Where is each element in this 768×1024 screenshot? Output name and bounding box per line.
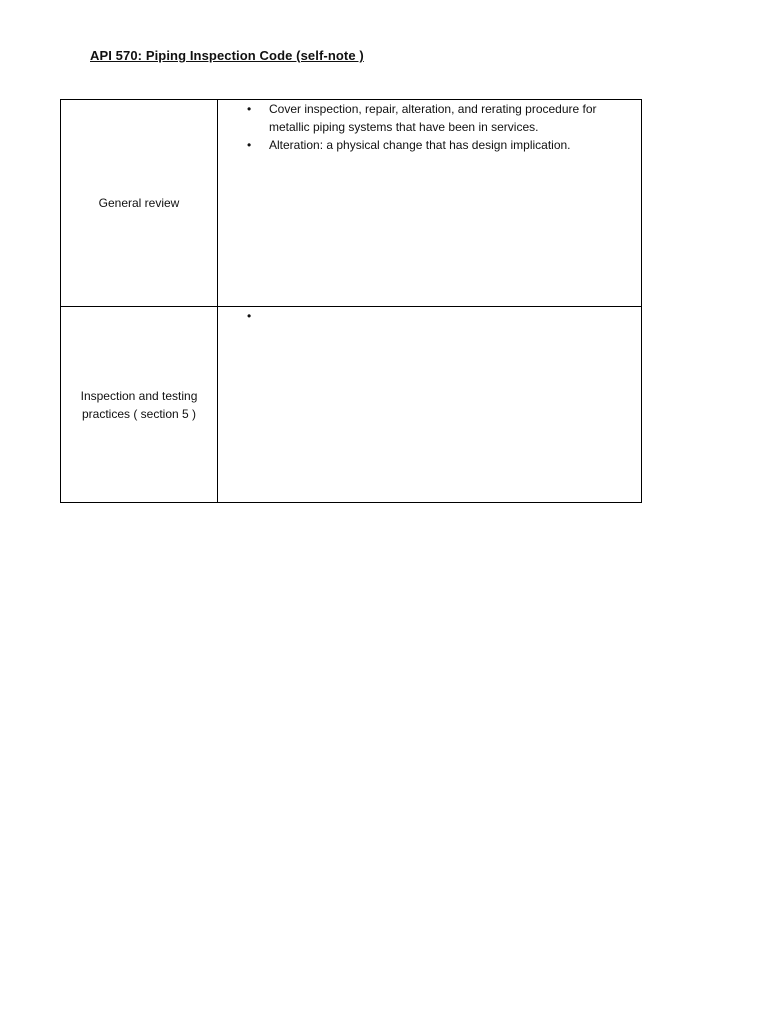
table-row [61, 100, 642, 307]
row-content-cell [218, 307, 642, 503]
bullet-list [218, 307, 641, 325]
row-label-cell [61, 100, 218, 307]
bullet-icon: • [247, 102, 252, 116]
list-item [218, 307, 641, 325]
bullet-text: Cover inspection, repair, alteration, and rerating procedure for metallic piping systems that have been in services. [269, 102, 597, 134]
row-content-cell [218, 100, 642, 307]
row-label: General review [98, 196, 180, 210]
list-item [218, 136, 641, 154]
table-row [61, 307, 642, 503]
row-label: Inspection and testing practices ( section 5 ) [80, 388, 198, 421]
bullet-icon: • [247, 138, 252, 152]
bullet-list [218, 100, 641, 154]
bullet-icon: • [247, 309, 252, 323]
notes-table [60, 99, 642, 503]
list-item [218, 100, 641, 136]
page-title: API 570: Piping Inspection Code (self-note ) [90, 48, 364, 63]
bullet-text: Alteration: a physical change that has design implication. [269, 138, 571, 152]
row-label-cell [61, 307, 218, 503]
